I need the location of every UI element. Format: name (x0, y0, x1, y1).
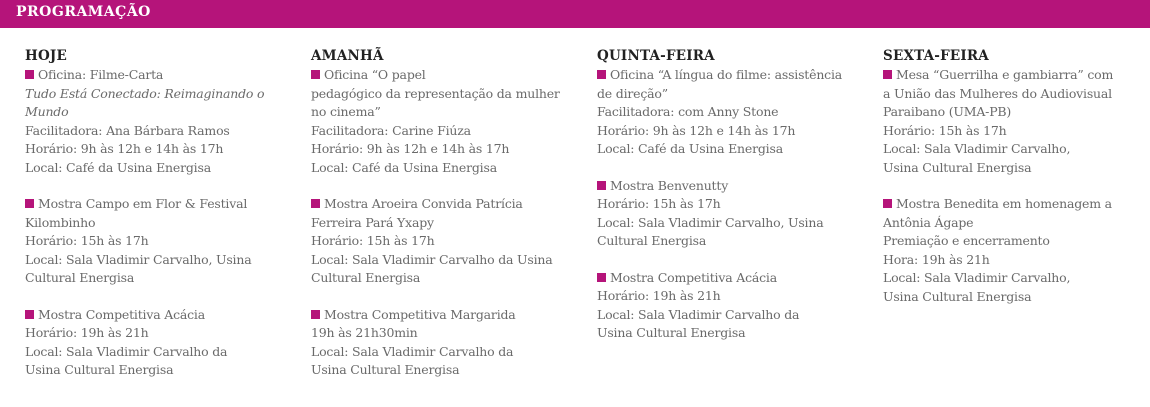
event-detail (597, 85, 852, 104)
event-detail (311, 140, 566, 159)
event-item (311, 195, 566, 288)
bullet-square-icon (597, 181, 606, 190)
day-column (311, 47, 566, 398)
day-heading: QUINTA-FEIRA (597, 48, 715, 64)
event-detail (25, 85, 280, 104)
event-detail (883, 232, 1138, 251)
event-detail (25, 140, 280, 159)
event-title (25, 306, 280, 325)
event-detail (597, 232, 852, 251)
event-detail (597, 122, 852, 141)
event-detail (25, 269, 280, 288)
event-text: Premiação e encerramento (883, 233, 1050, 248)
event-title (25, 195, 280, 214)
event-detail (311, 343, 566, 362)
event-detail (883, 103, 1138, 122)
event-detail (311, 361, 566, 380)
event-detail (883, 85, 1138, 104)
bullet-square-icon (25, 199, 34, 208)
day-column (883, 47, 1138, 324)
event-item (311, 306, 566, 380)
event-detail (311, 159, 566, 178)
event-detail (597, 140, 852, 159)
event-text: Cultural Energisa (25, 270, 135, 285)
event-text: Horário: 15h às 17h (597, 196, 721, 211)
event-detail (25, 232, 280, 251)
event-text: Usina Cultural Energisa (311, 362, 460, 377)
event-detail (597, 306, 852, 325)
bullet-square-icon (25, 310, 34, 319)
event-text: Horário: 9h às 12h e 14h às 17h (597, 122, 796, 138)
event-item (883, 195, 1138, 306)
event-detail (597, 103, 852, 122)
event-detail (597, 195, 852, 214)
event-text: Mostra Campo em Flor & Festival (38, 196, 248, 211)
event-detail (25, 122, 280, 141)
bullet-square-icon (597, 273, 606, 282)
event-detail (597, 214, 852, 233)
event-text: Tudo Está Conectado: Reimaginando o (25, 85, 265, 101)
event-title (597, 177, 852, 196)
event-detail (311, 85, 566, 104)
event-detail (883, 269, 1138, 288)
event-detail (883, 122, 1138, 141)
event-item (597, 66, 852, 159)
event-detail (25, 361, 280, 380)
event-text: a União das Mulheres do Audiovisual (883, 85, 1112, 101)
event-item (597, 177, 852, 251)
event-detail (25, 343, 280, 362)
event-text: Local: Sala Vladimir Carvalho da (25, 343, 228, 359)
event-title (311, 195, 566, 214)
event-title (25, 66, 280, 85)
event-text: de direção” (597, 85, 668, 101)
event-text: 19h às 21h30min (311, 325, 418, 340)
event-text: Local: Sala Vladimir Carvalho, Usina (25, 251, 252, 267)
event-detail (883, 214, 1138, 233)
day-heading: HOJE (25, 48, 67, 64)
event-item (25, 195, 280, 288)
event-text: Horário: 9h às 12h e 14h às 17h (25, 141, 224, 156)
event-text: Oficina: Filme-Carta (38, 67, 164, 82)
event-text: Cultural Energisa (311, 270, 421, 285)
event-item (597, 269, 852, 343)
bullet-square-icon (311, 310, 320, 319)
event-detail (311, 324, 566, 343)
bullet-square-icon (311, 70, 320, 79)
event-text: Facilitadora: com Anny Stone (597, 104, 779, 119)
event-text: no cinema” (311, 104, 381, 119)
event-title (597, 66, 852, 85)
event-text: Oficina “A língua do filme: assistência (610, 67, 843, 82)
event-text: Facilitadora: Ana Bárbara Ramos (25, 122, 230, 138)
event-detail (25, 251, 280, 270)
bullet-square-icon (25, 70, 34, 79)
event-text: Horário: 15h às 17h (883, 122, 1007, 138)
event-detail (25, 103, 280, 122)
event-text: Local: Sala Vladimir Carvalho, Usina (597, 214, 824, 230)
event-text: Mostra Benedita em homenagem a (896, 196, 1112, 211)
event-text: Horário: 15h às 17h (311, 233, 435, 248)
event-text: Local: Sala Vladimir Carvalho, (883, 141, 1071, 156)
event-text: Usina Cultural Energisa (597, 325, 746, 340)
event-detail (311, 269, 566, 288)
event-text: Cultural Energisa (597, 233, 707, 248)
event-title (883, 195, 1138, 214)
event-item (25, 306, 280, 380)
event-item (311, 66, 566, 177)
event-text: Usina Cultural Energisa (883, 159, 1032, 175)
event-text: Local: Sala Vladimir Carvalho da Usina (311, 251, 553, 267)
event-text: Hora: 19h às 21h (883, 251, 990, 267)
event-text: Usina Cultural Energisa (883, 288, 1032, 304)
event-text: Horário: 15h às 17h (25, 233, 149, 248)
event-detail (311, 214, 566, 233)
day-heading: SEXTA-FEIRA (883, 48, 989, 64)
event-text: Paraibano (UMA-PB) (883, 104, 1012, 119)
event-text: Kilombinho (25, 214, 96, 230)
event-detail (25, 324, 280, 343)
event-item (883, 66, 1138, 177)
event-detail (597, 287, 852, 306)
header-banner (0, 0, 1150, 28)
event-text: Horário: 19h às 21h (597, 288, 721, 303)
event-text: Local: Café da Usina Energisa (25, 159, 211, 175)
event-detail (311, 103, 566, 122)
event-text: Mesa “Guerrilha e gambiarra” com (896, 67, 1114, 82)
event-text: Local: Sala Vladimir Carvalho da (597, 306, 800, 322)
bullet-square-icon (883, 199, 892, 208)
event-text: Mundo (25, 104, 69, 119)
event-text: Ferreira Pará Yxapy (311, 214, 434, 230)
event-text: Local: Sala Vladimir Carvalho, (883, 270, 1071, 285)
event-title (311, 66, 566, 85)
event-text: Mostra Competitiva Acácia (38, 306, 205, 322)
day-column (25, 47, 280, 398)
event-text: Usina Cultural Energisa (25, 362, 174, 377)
event-detail (311, 232, 566, 251)
bullet-square-icon (311, 199, 320, 208)
event-detail (25, 159, 280, 178)
event-text: Antônia Ágape (883, 214, 974, 230)
day-heading: AMANHÃ (311, 48, 384, 64)
event-text: Facilitadora: Carine Fiúza (311, 122, 471, 138)
event-detail (597, 324, 852, 343)
event-text: Mostra Competitiva Margarida (324, 306, 516, 322)
event-text: Local: Café da Usina Energisa (597, 141, 783, 156)
event-title (597, 269, 852, 288)
event-text: Mostra Benvenutty (610, 177, 729, 193)
event-text: Mostra Competitiva Acácia (610, 269, 777, 285)
event-text: Local: Café da Usina Energisa (311, 159, 497, 175)
bullet-square-icon (883, 70, 892, 79)
bullet-square-icon (597, 70, 606, 79)
event-text: Local: Sala Vladimir Carvalho da (311, 343, 514, 359)
event-detail (883, 288, 1138, 307)
event-title (311, 306, 566, 325)
event-item (25, 66, 280, 177)
event-text: Horário: 9h às 12h e 14h às 17h (311, 141, 510, 156)
event-detail (25, 214, 280, 233)
event-detail (311, 122, 566, 141)
event-text: Mostra Aroeira Convida Patrícia (324, 196, 523, 211)
event-text: pedagógico da representação da mulher (311, 85, 560, 101)
page-title: PROGRAMAÇÃO (16, 4, 151, 20)
event-detail (883, 251, 1138, 270)
event-detail (883, 140, 1138, 159)
event-text: Oficina “O papel (324, 67, 426, 82)
event-title (883, 66, 1138, 85)
event-detail (311, 251, 566, 270)
event-text: Horário: 19h às 21h (25, 325, 149, 340)
day-column (597, 47, 852, 361)
event-detail (883, 159, 1138, 178)
